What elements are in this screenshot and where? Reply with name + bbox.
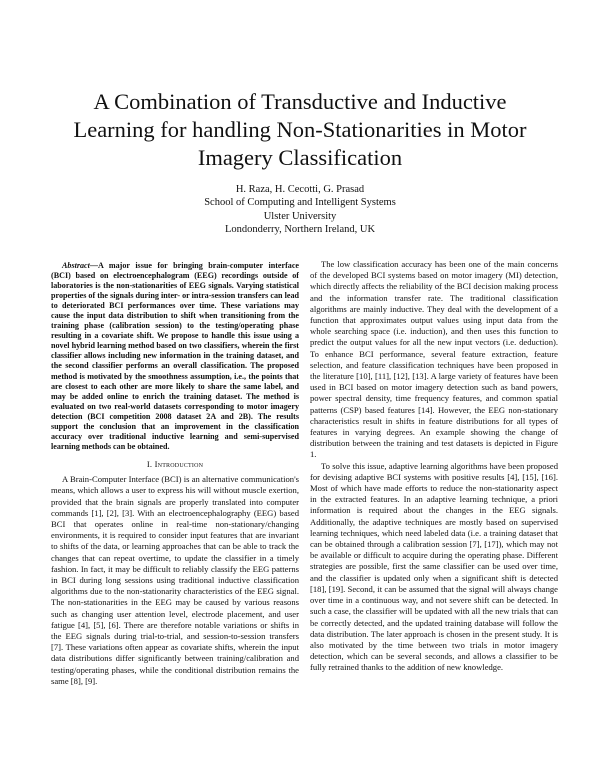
abstract-text: —A major issue for bringing brain-computer interface (BCI) based on electroencephalogram (EEG) recordings outside of laboratories is the non-stationarities of EEG signals. Varying statistical properties of the signals during inter- or intra-session transfers can lead to deteriorated BCI performances over time. These variations may cause the input data distribution to shift when transitioning from the training phase (calibration session) to the testing/operating phase resulting in a covariate shift. We propose to handle this issue using a novel hybrid learning method based on two classifiers, wherein the first classifier allows including new information in the training dataset, and the second classifier performs an overall classification. The proposed method is motivated by the smoothness assumption, i.e., the points that are closest to each other are more likely to share the same label, and may be added online to enrich the training dataset. The method is evaluated on two real-world datasets corresponding to motor imagery detection (BCI competition 2008 dataset 2A and 2B). The results support the conclusion that an improvement in the classification accuracy over traditional inductive learning and semi-supervised learning methods can be obtained. bbox=[51, 261, 299, 451]
affiliation-line: School of Computing and Intelligent Systems bbox=[204, 197, 396, 209]
title-line: A Combination of Transductive and Inductive bbox=[93, 89, 507, 114]
paper-title bbox=[40, 88, 560, 172]
abstract bbox=[51, 261, 299, 452]
affiliation-line: Londonderry, Northern Ireland, UK bbox=[224, 224, 376, 236]
section-title: Introduction bbox=[154, 458, 204, 469]
affiliation-line: Ulster University bbox=[263, 210, 337, 222]
author-block bbox=[100, 183, 500, 237]
body-paragraph: A Brain-Computer Interface (BCI) is an alternative communication's means, which allows a user to express his will without muscle exertion, provided that the brain signals are properly translated into computer commands [1], [2], [3]. With an electroencephalography (EEG) based BCI that operates online in real-time non-stationary/changing environments, it is required to consider input features that are invariant to shifts of the data, or learning approaches that can be able to track the changes that can repeat overtime, to update the classifier in a timely fashion. In fact, it may be difficult to reliably classify the EEG patterns in BCI during long sessions using traditional inductive classification algorithms due to the non-stationarity characteristics of the EEG signal. The non-stationarities in the EEG may be caused by various reasons such as changing user attention level, electrode placement, and user fatigue [4], [5], [6]. There are therefore notable variations or shifts in the EEG signals during trial-to-trial, and session-to-session transfers [7]. These variations often appear as covariate shifts, wherein the input data distributions differ significantly between training/calibration and testing/operating phases, while the conditional distribution remains the same [8], [9]. bbox=[51, 474, 299, 686]
body-paragraph: To solve this issue, adaptive learning algorithms have been proposed for devising adaptive BCI systems with positive results [4], [15], [16]. Most of which have made efforts to reduce the non-stationarity aspect in the extracted features. In an adaptive learning technique, a priori information is required about the changes in the EEG signals. Additionally, the adaptive techniques are mostly based on supervised learning techniques, which need labeled data (i.e. a training dataset that can be obtained through a calibration session [7], [17]), which may not be available or difficult to acquire during the operating phase. Different strategies are possible, first the same classifier can be used over time, and the classifier is updated only when a significant shift is detected [18], [19]. Second, it can be assumed that the signal will always change over time in a continuous way, and not severe shift can be detected. In such a case, the classifier will be updated with all the new trials that can be correctly detected, and the updated training database will follow the data distribution. The later approach is chosen in the present study. It is also motivated by the time between two trials in motor imagery detection, which can be several seconds, and allows a classifier to be fully retrained thanks to the addition of new knowledge. bbox=[310, 460, 558, 673]
section-number: I. bbox=[146, 458, 153, 469]
section-heading-introduction bbox=[51, 459, 299, 470]
left-column bbox=[51, 261, 299, 687]
abstract-label: Abstract bbox=[62, 261, 90, 270]
title-line: Learning for handling Non-Stationarities in Motor bbox=[73, 117, 527, 142]
right-column bbox=[310, 259, 558, 674]
body-paragraph: The low classification accuracy has been one of the main concerns of the developed BCI systems based on motor imagery (MI) detection, which directly affects the reliability of the BCI decision making process and the information transfer rate. The traditional classification algorithms are mainly inductive. They deal with the development of a function that approximates output values using input data from the whole searching space (i.e. induction), and then uses this function to predict the output values for all the new input vectors (i.e. deduction). To enhance BCI performance, several feature extraction, feature selection, and feature classification techniques have been proposed in the literature [10], [11], [12], [13]. A large variety of features have been used in BCI based on motor imagery detection such as band powers, power spectral density, time frequency features, and common spatial patterns (CSP) based features [14]. However, the EEG non-stationary characteristics result in shifts in feature distributions for all types of features in varying degrees. An example showing the change of distribution between the training and test datasets is depicted in Figure 1. bbox=[310, 259, 558, 460]
author-names: H. Raza, H. Cecotti, G. Prasad bbox=[235, 184, 365, 195]
title-line: Imagery Classification bbox=[197, 145, 403, 170]
